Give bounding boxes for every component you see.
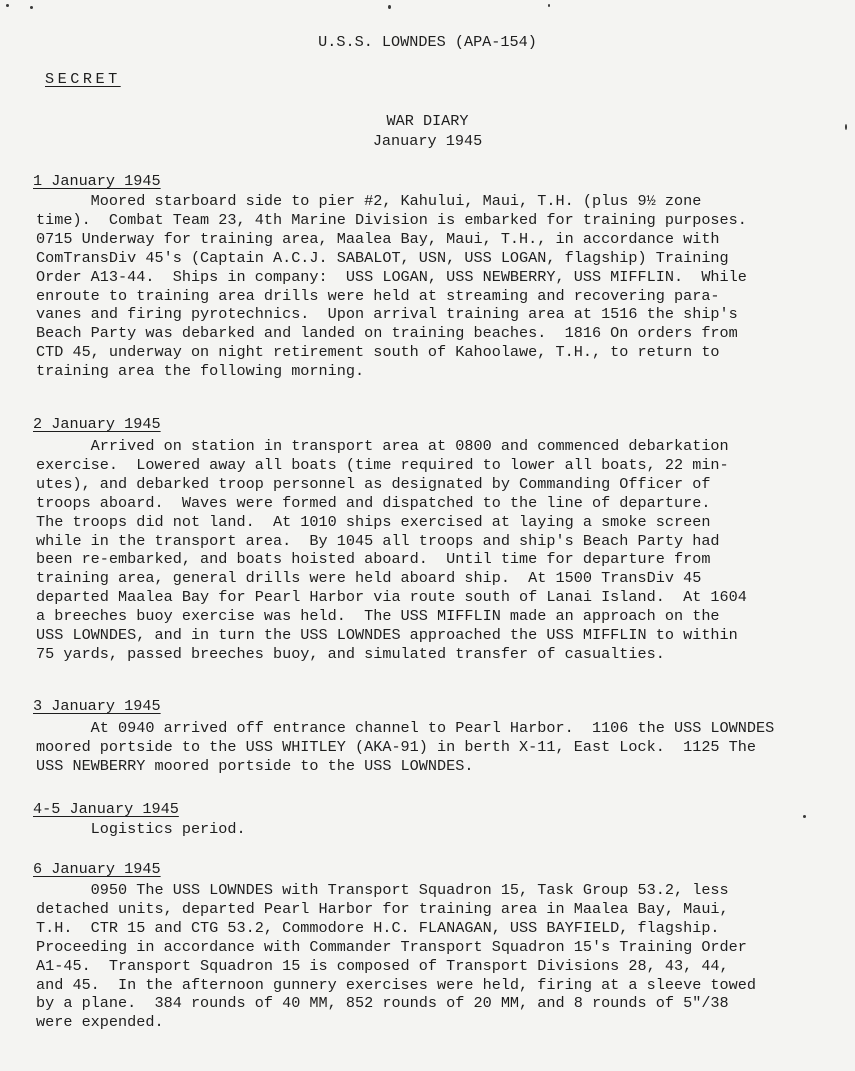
diary-title: WAR DIARY [386, 112, 469, 130]
classification-marking: SECRET [45, 70, 121, 88]
scan-speck [388, 5, 391, 9]
entry-text: Arrived on station in transport area at 0800 and commenced debarkation exercise. Lowered away all boats (time required to lower all boats, 22 min- utes), and debarked troop personnel as designated by Commanding Officer of troops aboard. Waves were formed and dispatched to the line of departure. The troops did not land. At 1010 ships exercised at laying a smoke screen while in the transport area. By 1045 all troops and ship's Beach Party had been re-embarked, and boats hoisted aboard. Until time for departure from training area, general drills were held aboard ship. At 1500 TransDiv 45 departed Maalea Bay for Pearl Harbor via route south of Lanai Island. At 1604 a breeches buoy exercise was held. The USS MIFFLIN made an approach on the USS LOWNDES, and in turn the USS LOWNDES approached the USS MIFFLIN to within 75 yards, passed breeches buoy, and simulated transfer of casualties. [36, 437, 747, 663]
scan-speck [548, 4, 550, 7]
diary-month: January 1945 [372, 132, 483, 150]
scan-speck [6, 4, 9, 7]
scan-speck [803, 815, 806, 818]
entry-text: Logistics period. [36, 820, 246, 838]
scan-speck [30, 6, 33, 9]
entry-date: 3 January 1945 [33, 697, 161, 715]
entry-date: 6 January 1945 [33, 860, 161, 878]
ship-header: U.S.S. LOWNDES (APA-154) [318, 33, 537, 51]
entry-date: 2 January 1945 [33, 415, 161, 433]
entry-text: 0950 The USS LOWNDES with Transport Squadron 15, Task Group 53.2, less detached units, departed Pearl Harbor for training area in Maalea Bay, Maui, T.H. CTR 15 and CTG 53.2, Commodore H.C. FLANAGAN, USS BAYFIELD, flagship. Proceeding in accordance with Commander Transport Squadron 15's Training Order A1-45. Transport Squadron 15 is composed of Transport Divisions 28, 43, 44, and 45. In the afternoon gunnery exercises were held, firing at a sleeve towed by a plane. 384 rounds of 40 MM, 852 rounds of 20 MM, and 8 rounds of 5"/38 were expended. [36, 881, 757, 1032]
entry-text: Moored starboard side to pier #2, Kahului, Maui, T.H. (plus 9½ zone time). Combat Team 23, 4th Marine Division is embarked for training purposes. 0715 Underway for training area, Maalea Bay, Maui, T.H., in accordance with ComTransDiv 45's (Captain A.C.J. SABALOT, USN, USS LOGAN, flagship) Training Order A13-44. Ships in company: USS LOGAN, USS NEWBERRY, USS MIFFLIN. While enroute to training area drills were held at streaming and recovering para- vanes and firing pyrotechnics. Upon arrival training area at 1516 the ship's Beach Party was debarked and landed on training beaches. 1816 On orders from CTD 45, underway on night retirement south of Kahoolawe, T.H., to return to training area the following morning. [36, 192, 747, 381]
entry-date: 1 January 1945 [33, 172, 161, 190]
entry-text: At 0940 arrived off entrance channel to Pearl Harbor. 1106 the USS LOWNDES moored portside to the USS WHITLEY (AKA-91) in berth X-11, East Lock. 1125 The USS NEWBERRY moored portside to the USS LOWNDES. [36, 719, 775, 775]
entry-date: 4-5 January 1945 [33, 800, 179, 818]
